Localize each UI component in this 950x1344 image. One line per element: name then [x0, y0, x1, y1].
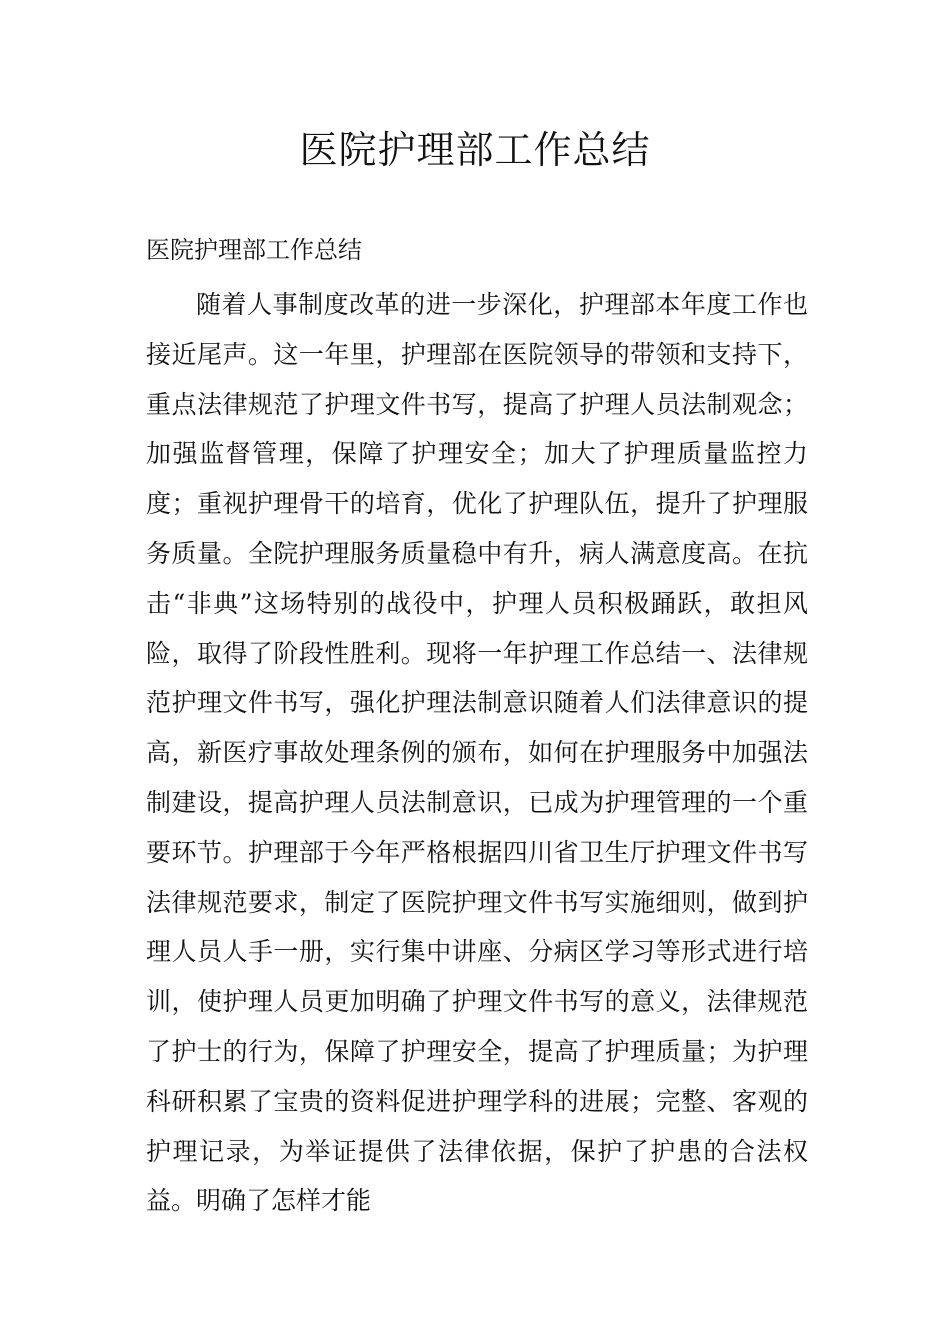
document-subtitle: 医院护理部工作总结 [146, 236, 362, 264]
document-title: 医院护理部工作总结 [299, 128, 651, 172]
body-paragraph: 随着人事制度改革的进一步深化，护理部本年度工作也接近尾声。这一年里，护理部在医院领导的带领和支持下，重点法律规范了护理文件书写，提高了护理人员法制观念；加强监督管理，保障了护理安全；加大了护理质量监控力度；重视护理骨干的培育，优化了护理队伍，提升了护理服务质量。全院护理服务质量稳中有升，病人满意度高。在抗击“非典”这场特别的战役中，护理人员积极踊跃，敢担风险，取得了阶段性胜利。现将一年护理工作总结一、法律规范护理文件书写，强化护理法制意识随着人们法律意识的提高，新医疗事故处理条例的颁布，如何在护理服务中加强法制建设，提高护理人员法制意识，已成为护理管理的一个重要环节。护理部于今年严格根据四川省卫生厅护理文件书写法律规范要求，制定了医院护理文件书写实施细则，做到护理人员人手一册，实行集中讲座、分病区学习等形式进行培训，使护理人员更加明确了护理文件书写的意义，法律规范了护士的行为，保障了护理安全，提高了护理质量；为护理科研积累了宝贵的资料促进护理学科的进展；完整、客观的护理记录，为举证提供了法律依据，保护了护患的合法权益。明确了怎样才能 [146, 290, 808, 1216]
